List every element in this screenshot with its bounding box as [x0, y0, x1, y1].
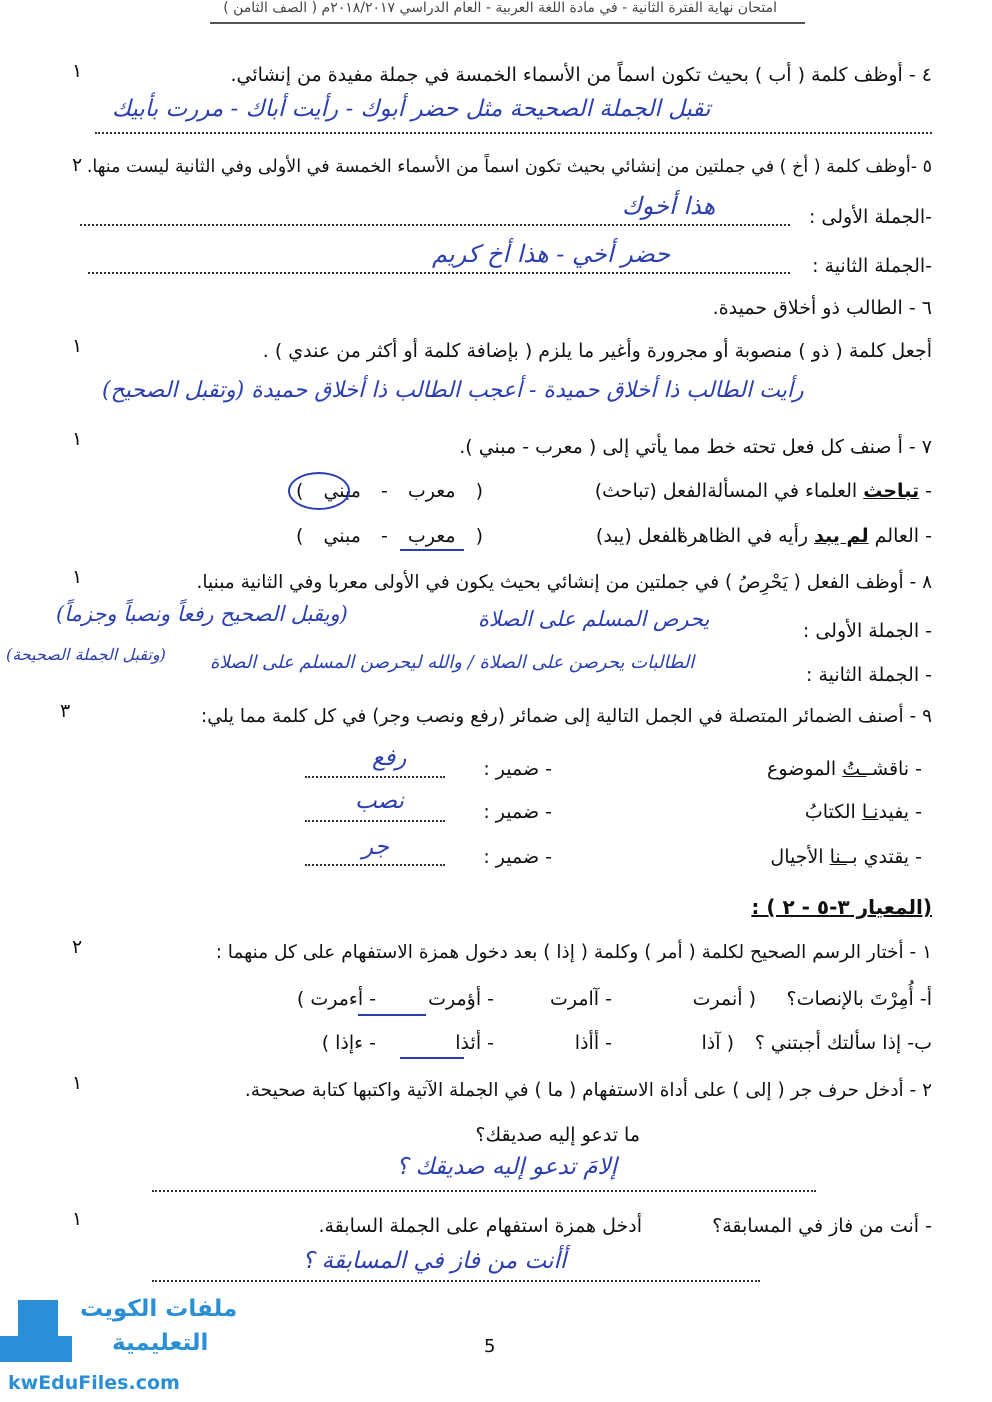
q7-s1-post: العلماء في المسألة.	[701, 480, 864, 502]
q7-s1-answer-circle	[288, 472, 350, 510]
logo-block-bottom	[0, 1336, 72, 1362]
logo-line1: ملفات الكويت	[80, 1296, 238, 1322]
q5-text: ٥ -أوظف كلمة ( أخ ) في جملتين من إنشائي بحيث تكون اسماً من الأسماء الخمسة في الأولى وفي الثانية ليست منها.	[86, 157, 932, 177]
s1-a-answer-underline	[358, 1014, 426, 1016]
q4-handwritten-answer: تقبل الجملة الصحيحة مثل حضر أبوك - رأيت أباك - مررت بأبيك	[112, 96, 711, 122]
mark-s3: ١	[72, 1208, 83, 1230]
q5-line1	[80, 224, 790, 226]
q7-s1-options: ( معرب - مبني )	[296, 480, 484, 502]
q6-text: أجعل كلمة ( ذو ) منصوبة أو مجرورة وأغير ما يلزم ( بإضافة كلمة أو أكثر من عندي ) .	[262, 340, 932, 362]
q6-handwritten-answer: رأيت الطالب ذا أخلاق حميدة - أعجب الطالب ذا أخلاق حميدة (وتقبل الصحيح)	[102, 378, 804, 403]
q7-text: ٧ - أ صنف كل فعل تحته خط مما يأتي إلى ( معرب - مبني ).	[459, 436, 932, 458]
q7-s2-options: ( معرب - مبني )	[296, 525, 484, 547]
q7-s2-verb: لم يبد	[814, 525, 869, 547]
s1-b-option1: ( آذا	[701, 1032, 734, 1054]
q9-row1-answer: رفع	[372, 745, 407, 771]
q8-text: ٨ - أوظف الفعل ( يَحْرِصُ ) في جملتين من إنشائي بحيث يكون في الأولى معربا وفي الثانية مبنيا.	[196, 572, 932, 593]
s1-b-option4: - ءإذا )	[321, 1032, 376, 1054]
s2-text: ٢ - أدخل حرف جر ( إلى ) على أداة الاستفهام ( ما ) في الجملة الآتية واكتبها كتابة صحيحة.	[244, 1080, 932, 1101]
q9-row2-label: - ضمير :	[483, 801, 552, 823]
s1-text: ١ - أختار الرسم الصحيح لكلمة ( أمر ) وكلمة ( إذا ) بعد دخول همزة الاستفهام على كل منهما :	[215, 942, 932, 963]
q4-text: ٤ - أوظف كلمة ( أب ) بحيث تكون اسماً من الأسماء الخمسة في جملة مفيدة من إنشائي.	[230, 64, 932, 86]
logo-line3: kwEduFiles.com	[8, 1372, 180, 1394]
q7-s2-label: الفعل (يبد)	[595, 525, 682, 547]
q7-s2-post: رأيه في الظاهرة.	[672, 525, 815, 547]
q8-label2: - الجملة الثانية :	[806, 664, 932, 686]
q7-sentence2	[672, 525, 932, 547]
mark-s2: ١	[72, 1072, 83, 1094]
s3-sentence: - أنت من فاز في المسابقة؟	[712, 1215, 932, 1237]
mark-q9: ٣	[60, 700, 71, 722]
mark-q6: ١	[72, 335, 83, 357]
page-number: 5	[484, 1336, 496, 1357]
q5-handwritten-answer1: هذا أخوك	[622, 192, 716, 220]
q9-row1-post: الموضوع	[766, 758, 843, 780]
kwedufiles-logo	[0, 1290, 245, 1402]
s1-a-option3: - أؤمرت	[428, 988, 494, 1010]
q9-row1-label: - ضمير :	[483, 758, 552, 780]
q9-row2-answer: نصب	[355, 788, 404, 814]
q7-s1-pre: -	[919, 480, 932, 502]
q8-handwritten-answer2: الطالبات يحرصن على الصلاة / والله ليحرصن المسلم على الصلاة	[210, 652, 695, 673]
s1-a-option2: - آامرت	[549, 988, 612, 1010]
q9-row3-pronoun: ـنا	[829, 846, 847, 868]
q7-s1-label: الفعل (تباحث)	[594, 480, 707, 502]
q9-row2-pre: - يفيد	[878, 801, 922, 823]
q8-handwritten-answer1: يحرص المسلم على الصلاة	[478, 607, 710, 631]
s2-sentence: ما تدعو إليه صديقك؟	[475, 1124, 640, 1146]
header-text: امتحان نهاية الفترة الثانية - في مادة اللغة العربية - العام الدراسي ٢٠١٨/٢٠١٧م ( الصف الثامن )	[223, 0, 777, 16]
q7-sentence1	[701, 480, 932, 502]
exam-header	[0, 0, 992, 30]
q4-answer-line	[95, 132, 932, 134]
s2-handwritten-answer: إلامَ تدعو إليه صديقك ؟	[396, 1154, 617, 1180]
q9-row2-sentence	[805, 801, 922, 823]
standard-title: (المعيار ٣-٥ - ٢ ) :	[751, 895, 932, 919]
s3-text: أدخل همزة استفهام على الجملة السابقة.	[318, 1215, 642, 1237]
q9-row3-answer: جر	[362, 834, 389, 860]
q9-row3-label: - ضمير :	[483, 846, 552, 868]
q7-s2-pre: - العالم	[868, 525, 932, 547]
mark-q4: ١	[72, 60, 83, 82]
q7-s1-verb: تباحث	[863, 480, 920, 502]
mark-s1: ٢	[72, 936, 83, 958]
q5-line2	[88, 272, 790, 274]
q9-row3-pre: - يقتدي بـ	[846, 846, 922, 868]
q6-sentence: ٦ - الطالب ذو أخلاق حميدة.	[712, 297, 932, 319]
s1-a-option4: - أءمرت )	[296, 988, 376, 1010]
mark-q7: ١	[72, 428, 83, 450]
q9-row1-pre: - ناقشـ	[866, 758, 922, 780]
q9-row1-pronoun: ـتُ	[842, 758, 867, 780]
header-underline	[210, 22, 805, 24]
logo-block-top	[18, 1300, 58, 1336]
s1-b-option2: - أأذا	[574, 1032, 612, 1054]
q9-row2-post: الكتابُ	[804, 801, 862, 823]
s1-a-prompt: أ- أُمِرْتَ بالإنصات؟	[786, 988, 932, 1010]
q9-row3-line	[305, 864, 445, 866]
q5-label2: -الجملة الثانية :	[812, 255, 932, 277]
q5-label1: -الجملة الأولى :	[808, 206, 932, 228]
logo-line2: التعليمية	[112, 1330, 209, 1356]
q7-s2-answer-underline	[400, 549, 464, 551]
s2-answer-line	[152, 1190, 816, 1192]
q8-handwritten-note2: (وتقبل الجملة الصحيحة)	[6, 645, 166, 664]
s3-answer-line	[152, 1280, 760, 1282]
mark-q8: ١	[72, 566, 83, 588]
q9-text: ٩ - أصنف الضمائر المتصلة في الجمل التالية إلى ضمائر (رفع ونصب وجر) في كل كلمة مما يلي:	[201, 706, 932, 727]
s1-b-option3: - أئذا	[455, 1032, 494, 1054]
q8-label1: - الجملة الأولى :	[802, 620, 932, 642]
s1-b-prompt: ب- إذا سألتك أجبتني ؟	[754, 1032, 932, 1054]
s3-handwritten-answer: أأنت من فاز في المسابقة ؟	[302, 1248, 567, 1274]
q5-handwritten-answer2: حضر أخي - هذا أخ كريم	[432, 240, 671, 268]
q9-row2-pronoun: نـا	[861, 801, 879, 823]
q9-row3-post: الأجيال	[770, 846, 830, 868]
s1-a-option1: ( أنمرت	[692, 988, 756, 1010]
q9-row1-line	[305, 776, 445, 778]
mark-q5: ٢	[72, 154, 83, 176]
q8-handwritten-note1: (ويقبل الصحيح رفعاً ونصباً وجزماً)	[56, 602, 348, 626]
q9-row2-line	[305, 820, 445, 822]
q9-row3-sentence	[770, 846, 922, 868]
s1-b-answer-underline	[400, 1057, 464, 1059]
q9-row1-sentence	[767, 758, 922, 780]
